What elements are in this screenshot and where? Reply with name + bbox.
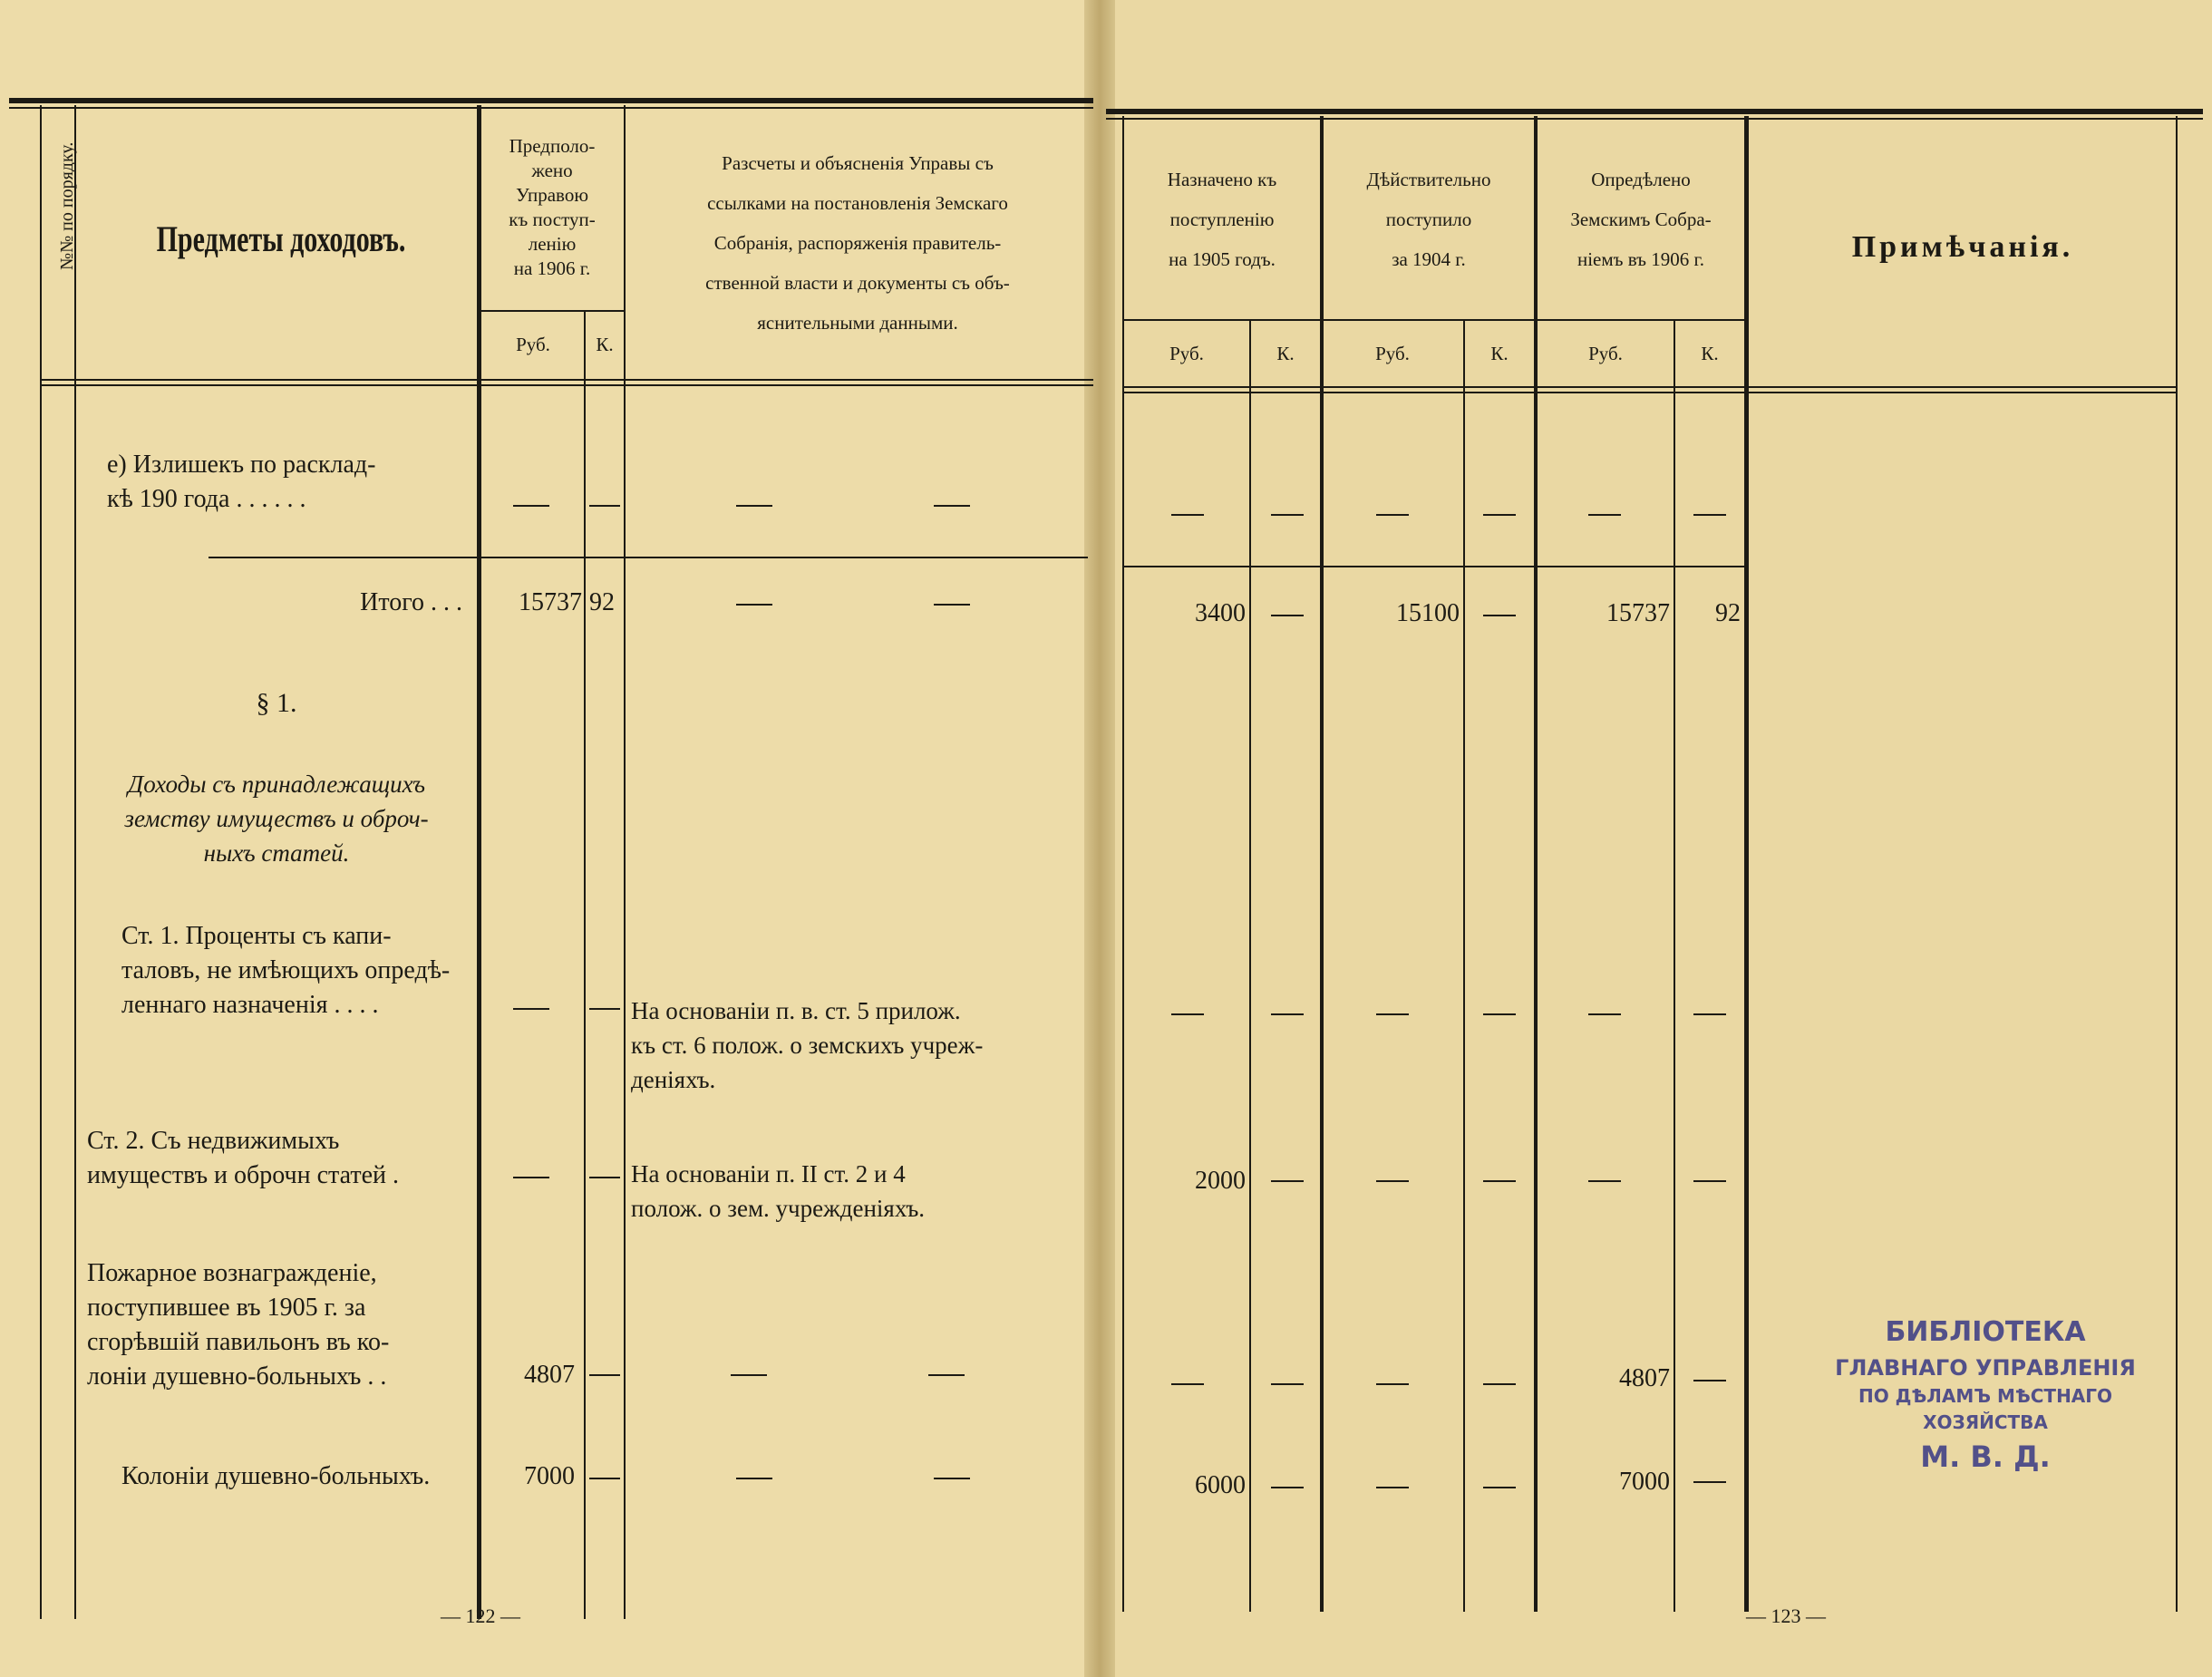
st1-label-line-1: Ст. 1. Проценты съ капи- [121,922,392,950]
fire-1906-kop-dash [1693,1380,1726,1381]
st1-1906-kop-dash [1693,1013,1726,1015]
col-1906-rule [1744,116,1749,1612]
header-1906-line-2: Земскимъ Собра- [1570,208,1712,230]
fire-rub: 4807 [524,1361,575,1389]
st1-label-line-2: таловъ, не имѣющихъ опредѣ- [121,956,451,984]
header-col-remarks: Примѣчанія. [1851,230,2074,264]
surplus-1906-rub-dash [1588,514,1621,516]
header-1904-line-1: Дѣйствительно [1366,169,1491,190]
page-number-right: — 123 — [1746,1604,1826,1627]
right-header-rule [1124,386,2176,388]
header-col-proposed [480,134,624,281]
section-title-line-1: Доходы съ принадлежащихъ [128,771,425,798]
itogo-1905-kop-dash [1271,615,1304,616]
row-st2-label [87,1124,399,1193]
st1-1905-rub-dash [1171,1013,1204,1015]
colony-rub: 7000 [524,1462,575,1490]
right-border [1122,116,1124,1612]
surplus-note-dash-1 [736,505,772,507]
fire-note-dash-2 [928,1374,965,1376]
section-title-line-3: ныхъ статей. [203,839,350,867]
st2-1906-rub-dash [1588,1180,1621,1182]
st1-1904-kop-dash [1483,1013,1516,1015]
header-proposed-line-3: Управою [515,184,589,206]
right-top-rule [1106,109,2203,114]
colony-1904-rub-dash [1376,1487,1409,1488]
stamp-line-2: ГЛАВНАГО УПРАВЛЕНІЯ [1835,1354,2136,1381]
left-border [40,105,42,1619]
fire-1904-rub-dash [1376,1383,1409,1385]
fire-1905-rub-dash [1171,1383,1204,1385]
colony-1906-kop-dash [1693,1481,1726,1483]
header-col-notes [629,143,1086,343]
itogo-1905-rub: 3400 [1195,599,1246,627]
itogo-1904-rub: 15100 [1396,599,1460,627]
colony-note-dash-1 [736,1478,772,1479]
surplus-1905-rub-dash [1171,514,1204,516]
header-1906-line-3: ніемъ въ 1906 г. [1577,248,1705,270]
header-col-1904 [1324,160,1534,279]
header-notes-line-5: яснительными данными. [757,312,958,334]
row-st1-note [631,994,983,1097]
st2-1904-kop-dash [1483,1180,1516,1182]
itogo-rub: 15737 [519,588,582,616]
row-fire-label [87,1256,389,1394]
itogo-kop: 92 [589,588,615,616]
col-rubkop-rule [584,310,586,1619]
section-title-line-2: земству имуществъ и оброч- [124,805,429,832]
header-rub-1904: Руб. [1375,343,1410,364]
st2-1904-rub-dash [1376,1180,1409,1182]
st1-1905-kop-dash [1271,1013,1304,1015]
itogo-1904-kop-dash [1483,615,1516,616]
st2-label-line-1: Ст. 2. Съ недвижимыхъ [87,1127,340,1155]
header-rub-1905: Руб. [1169,343,1204,364]
page-number-left: — 122 — [441,1604,520,1627]
header-notes-line-1: Разсчеты и объясненія Управы съ [722,152,994,174]
col-1905-rubkop [1249,319,1251,1612]
st2-label-line-2: имуществъ и оброчн статей . [87,1161,399,1189]
header-proposed-line-6: на 1906 г. [513,257,591,279]
right-header-rule-2 [1124,392,2176,393]
row-surplus-label [107,448,375,517]
header-kop-left: К. [596,334,614,355]
st1-note-line-1: На основаніи п. в. ст. 5 прилож. [631,997,961,1024]
header-proposed-line-5: ленію [528,233,577,255]
header-notes-line-2: ссылками на постановленія Земскаго [707,192,1008,214]
st2-rub-dash [513,1177,549,1178]
header-rub-left: Руб. [516,334,550,355]
itogo-1906-rub: 15737 [1606,599,1670,627]
left-top-rule-thin [9,107,1093,109]
header-notes-line-3: Собранія, распоряженія правитель- [713,232,1002,254]
fire-label-line-1: Пожарное вознагражденіе, [87,1259,377,1287]
colony-note-dash-2 [934,1478,970,1479]
fire-kop-dash [589,1374,620,1376]
fire-label-line-3: сгорѣвшій павильонъ въ ко- [87,1328,390,1356]
header-1904-line-3: за 1904 г. [1392,248,1466,270]
section-number: § 1. [256,688,297,718]
right-outer-rule [2176,116,2178,1612]
surplus-kop-dash [589,505,620,507]
st1-note-line-3: деніяхъ. [631,1066,716,1093]
st1-note-line-2: къ ст. 6 полож. о земскихъ учреж- [631,1032,984,1059]
col-num-rule [74,105,76,1619]
st2-note-line-1: На основаніи п. II ст. 2 и 4 [631,1160,906,1187]
header-proposed-line-2: жено [531,160,573,181]
header-kop-1905: К. [1276,343,1295,364]
st2-1905-rub: 2000 [1195,1167,1246,1195]
left-header-rule-2 [42,384,1093,386]
header-1904-line-2: поступило [1385,208,1472,230]
row-colony-label: Колоніи душевно-больныхъ. [121,1462,431,1490]
fire-note-dash-1 [731,1374,767,1376]
book-gutter [1084,0,1115,1677]
header-rub-1906: Руб. [1588,343,1623,364]
st1-1906-rub-dash [1588,1013,1621,1015]
colony-kop-dash [589,1478,620,1479]
header-kop-1904: К. [1490,343,1509,364]
itogo-label: Итого . . . [360,588,462,616]
header-col-1905 [1126,160,1318,279]
st1-kop-dash [589,1008,620,1010]
surplus-1904-rub-dash [1376,514,1409,516]
col-proposed-rule [624,105,626,1619]
header-col-number: №№ по порядку. [57,141,77,270]
header-1905-line-1: Назначено къ [1167,169,1277,190]
header-1906-line-1: Опредѣлено [1591,169,1691,190]
surplus-rub-dash [513,505,549,507]
left-rubkop-rule [480,310,626,312]
header-1905-line-3: на 1905 годъ. [1169,248,1276,270]
left-top-rule [9,98,1093,103]
row-st2-note [631,1157,925,1226]
surplus-1905-kop-dash [1271,514,1304,516]
header-proposed-line-4: къ поступ- [509,208,596,230]
st2-1905-kop-dash [1271,1180,1304,1182]
stamp-line-1: БИБЛІОТЕКА [1885,1316,2086,1348]
fire-label-line-4: лоніи душевно-больныхъ . . [87,1362,387,1391]
itogo-note-dash-2 [934,604,970,606]
surplus-label-line-2: кѣ 190 года . . . . . . [107,484,306,513]
stamp-line-4: М. В. Д. [1920,1440,2051,1475]
colony-1904-kop-dash [1483,1487,1516,1488]
row-st1-label [121,919,450,1023]
header-col-items: Предметы доходовъ. [156,218,406,259]
itogo-1906-kop: 92 [1715,599,1741,627]
st1-1904-rub-dash [1376,1013,1409,1015]
header-kop-1906: К. [1701,343,1719,364]
st1-rub-dash [513,1008,549,1010]
st2-kop-dash [589,1177,620,1178]
col-1906-rubkop [1674,319,1675,1612]
header-notes-line-4: ственной власти и документы съ объ- [705,272,1010,294]
surplus-note-dash-2 [934,505,970,507]
fire-label-line-2: поступившее въ 1905 г. за [87,1294,366,1322]
st1-label-line-3: леннаго назначенія . . . . [121,991,379,1019]
itogo-note-dash-1 [736,604,772,606]
colony-1905-kop-dash [1271,1487,1304,1488]
col-1904-rubkop [1463,319,1465,1612]
colony-1905-rub: 6000 [1195,1471,1246,1499]
st2-1906-kop-dash [1693,1180,1726,1182]
header-proposed-line-1: Предполо- [509,135,596,157]
st2-note-line-2: полож. о зем. учрежденіяхъ. [631,1195,926,1222]
section-title [82,767,471,870]
fire-1906-rub: 4807 [1619,1364,1670,1392]
left-itogo-rule [209,557,1088,558]
header-1905-line-2: поступленію [1169,208,1275,230]
colony-1906-rub: 7000 [1619,1468,1670,1496]
right-itogo-rule [1124,566,1744,567]
header-col-1906 [1538,160,1744,279]
col-items-rule [477,105,481,1619]
stamp-line-3: ПО ДѢЛАМЪ МѢСТНАГО ХОЗЯЙСТВА [1858,1385,2113,1434]
right-top-rule-thin [1106,118,2203,120]
fire-1904-kop-dash [1483,1383,1516,1385]
left-header-rule [42,379,1093,381]
library-stamp [1804,1313,2167,1478]
surplus-1904-kop-dash [1483,514,1516,516]
surplus-label-line-1: е) Излишекъ по расклад- [107,451,376,479]
right-rubkop-rule [1124,319,1744,321]
fire-1905-kop-dash [1271,1383,1304,1385]
surplus-1906-kop-dash [1693,514,1726,516]
